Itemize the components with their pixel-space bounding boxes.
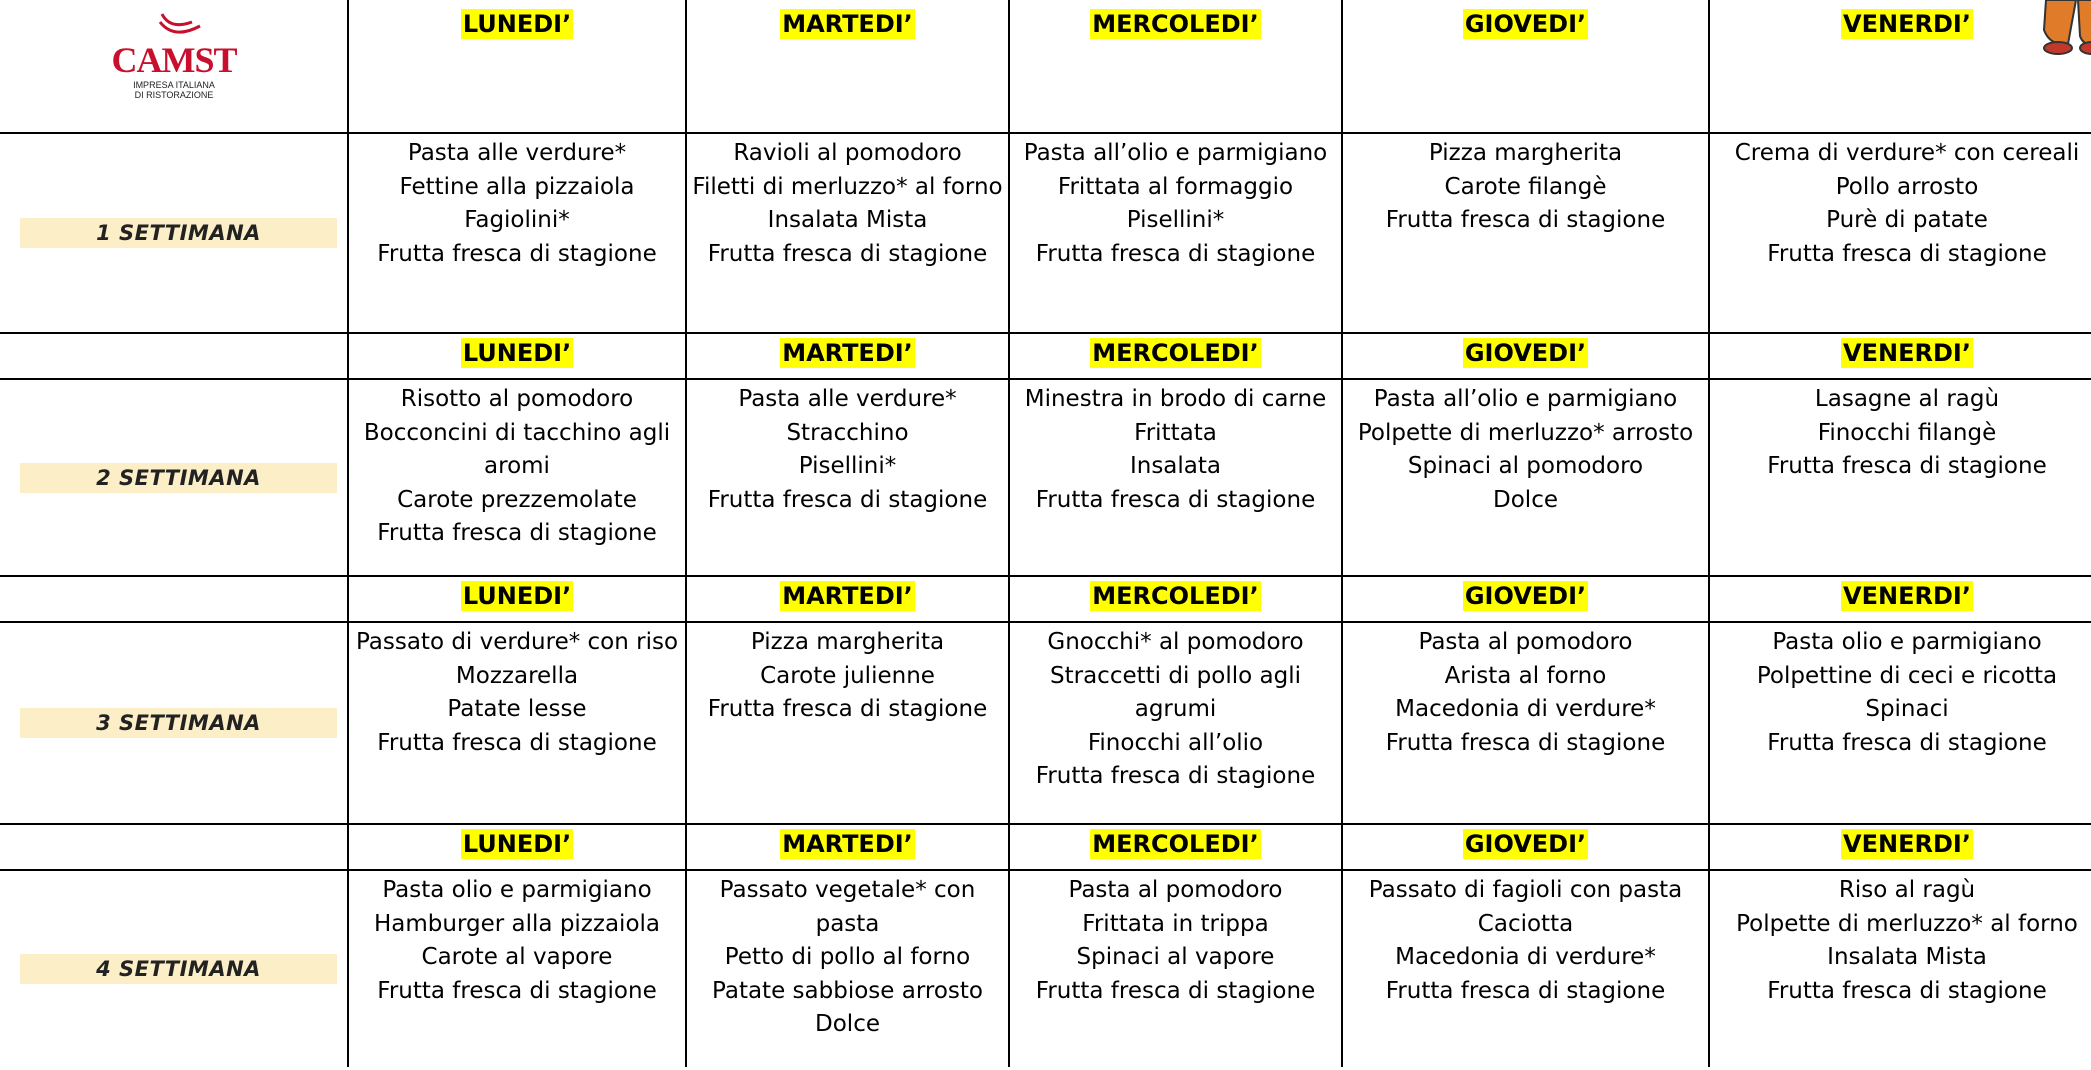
meal-cell <box>686 379 1009 576</box>
meal-item: Riso al ragù <box>1838 877 1976 903</box>
meal-item: Polpette di merluzzo* arrosto <box>1357 419 1694 446</box>
day-name: MARTEDI’ <box>782 339 913 367</box>
meal-item: Polpette di merluzzo* al forno <box>1736 910 2078 937</box>
day-header-cell <box>1009 576 1342 622</box>
meal-cell <box>1342 870 1709 1067</box>
meal-item: Pisellini* <box>1126 207 1225 233</box>
meal-item: Frutta fresca di stagione <box>377 520 657 546</box>
day-name: MERCOLEDI’ <box>1092 582 1259 610</box>
week-header-row <box>0 576 2091 622</box>
meal-item: Frittata al formaggio <box>1057 173 1294 200</box>
meal-item: Pisellini* <box>798 453 897 479</box>
day-header-cell <box>1009 0 1342 133</box>
meal-item: Filetti di merluzzo* al forno <box>692 173 1003 200</box>
mascot-illustration <box>2016 0 2091 60</box>
meal-item: Ravioli al pomodoro <box>733 140 962 166</box>
day-header-cell <box>1009 824 1342 870</box>
meal-item: Pasta alle verdure* <box>738 386 957 412</box>
week-meals-row <box>0 133 2091 333</box>
meal-item: Lasagne al ragù <box>1814 386 2000 412</box>
meal-item: Frutta fresca di stagione <box>1035 240 1316 267</box>
meal-item: Frutta fresca di stagione <box>1767 240 2047 267</box>
meal-item: Carote julienne <box>760 662 935 689</box>
meal-item: Spinaci <box>1865 696 1949 722</box>
meal-cell <box>348 379 686 576</box>
week-label: 4 SETTIMANA <box>20 954 337 984</box>
day-header-cell <box>1709 824 2091 870</box>
week-header-row <box>0 333 2091 379</box>
day-name: LUNEDI’ <box>462 830 572 858</box>
week-label-cell <box>0 622 348 824</box>
meal-item: Fagiolini* <box>464 207 570 233</box>
meal-item: Frittata <box>1134 419 1217 446</box>
meal-item: Frutta fresca di stagione <box>707 696 988 722</box>
meal-item: Frutta fresca di stagione <box>1767 729 2047 756</box>
week-meals-row <box>0 870 2091 1067</box>
week-meals-row <box>0 379 2091 576</box>
day-header-cell <box>348 576 686 622</box>
day-header-cell <box>348 824 686 870</box>
meal-item: Frutta fresca di stagione <box>377 240 657 267</box>
meal-item: Pasta all’olio e parmigiano <box>1373 386 1678 412</box>
meal-item: Frutta fresca di stagione <box>1035 486 1316 513</box>
meal-item: Polpettine di ceci e ricotta <box>1756 662 2058 689</box>
meal-cell <box>1009 133 1342 333</box>
meal-item: Stracchino <box>786 419 909 446</box>
meal-item: Frutta fresca di stagione <box>1035 977 1316 1004</box>
meal-cell <box>1342 379 1709 576</box>
meal-item: Frittata in trippa <box>1082 910 1269 937</box>
meal-item: Insalata <box>1129 453 1222 479</box>
day-name: MERCOLEDI’ <box>1092 339 1259 367</box>
meal-item: Pizza margherita <box>1428 140 1623 166</box>
week-meals-row <box>0 622 2091 824</box>
blank-cell <box>0 333 348 379</box>
meal-item: Finocchi all’olio <box>1087 729 1264 756</box>
meal-item: Frutta fresca di stagione <box>707 486 988 513</box>
meal-item: Frutta fresca di stagione <box>377 729 657 756</box>
day-name: LUNEDI’ <box>462 339 572 367</box>
meal-item: Pizza margherita <box>750 629 945 655</box>
day-name: VENERDI’ <box>1843 830 1971 858</box>
meal-item: Macedonia di verdure* <box>1395 696 1656 722</box>
logo-cell <box>0 0 348 133</box>
week-label-cell <box>0 870 348 1067</box>
meal-cell <box>1009 379 1342 576</box>
meal-cell <box>348 870 686 1067</box>
day-header-cell <box>1709 0 2091 133</box>
week-label-cell <box>0 379 348 576</box>
meal-item: Pasta olio e parmigiano <box>382 877 652 903</box>
meal-item: Arista al forno <box>1444 662 1607 689</box>
meal-cell <box>1709 133 2091 333</box>
meal-cell <box>1709 870 2091 1067</box>
meal-item: Spinaci al pomodoro <box>1407 453 1644 479</box>
meal-item: Carote filangè <box>1444 173 1607 200</box>
day-name: GIOVEDI’ <box>1464 830 1587 858</box>
meal-item: Frutta fresca di stagione <box>1385 977 1666 1004</box>
meal-item: Dolce <box>1493 486 1558 513</box>
meal-cell <box>348 622 686 824</box>
day-name: MARTEDI’ <box>782 10 913 38</box>
meal-item: Pollo arrosto <box>1835 173 1979 200</box>
meal-cell <box>1709 379 2091 576</box>
day-name: GIOVEDI’ <box>1464 339 1587 367</box>
week-header-row <box>0 0 2091 133</box>
day-header-cell <box>686 0 1009 133</box>
meal-item: Risotto al pomodoro <box>400 386 634 412</box>
day-name: LUNEDI’ <box>462 10 572 38</box>
blank-cell <box>0 824 348 870</box>
week-label: 1 SETTIMANA <box>20 218 337 248</box>
meal-item: Pasta olio e parmigiano <box>1772 629 2042 655</box>
week-label: 2 SETTIMANA <box>20 463 337 493</box>
meal-cell <box>1342 133 1709 333</box>
meal-item: Carote prezzemolate <box>397 486 637 513</box>
day-header-cell <box>1342 576 1709 622</box>
meal-item: Crema di verdure* con cereali <box>1734 140 2080 166</box>
logo-tagline-2: DI RISTORAZIONE <box>134 90 213 100</box>
meal-cell <box>1342 622 1709 824</box>
meal-cell <box>686 133 1009 333</box>
meal-item: Patate sabbiose arrosto <box>712 977 983 1004</box>
meal-cell <box>686 870 1009 1067</box>
week-label: 3 SETTIMANA <box>20 708 337 738</box>
day-header-cell <box>1342 333 1709 379</box>
meal-item: Frutta fresca di stagione <box>1035 763 1316 789</box>
meal-item: Fettine alla pizzaiola <box>399 173 635 200</box>
camst-logo <box>104 8 244 108</box>
meal-cell <box>686 622 1009 824</box>
meal-item: Caciotta <box>1477 910 1574 937</box>
meal-item: Straccetti di pollo agli agrumi <box>1050 662 1301 722</box>
day-header-cell <box>1342 824 1709 870</box>
meal-item: Carote al vapore <box>421 944 613 970</box>
meal-item: Mozzarella <box>455 662 579 689</box>
meal-item: Finocchi filangè <box>1817 419 1997 446</box>
meal-item: Pasta all’olio e parmigiano <box>1023 140 1328 166</box>
day-header-cell <box>686 576 1009 622</box>
meal-item: Frutta fresca di stagione <box>707 240 988 267</box>
day-name: GIOVEDI’ <box>1464 10 1587 38</box>
meal-item: Bocconcini di tacchino agli aromi <box>363 419 671 479</box>
meal-item: Insalata Mista <box>767 207 928 233</box>
blank-cell <box>0 576 348 622</box>
day-name: MARTEDI’ <box>782 830 913 858</box>
logo-tagline-1: IMPRESA ITALIANA <box>132 80 215 90</box>
day-name: GIOVEDI’ <box>1464 582 1587 610</box>
day-header-cell <box>686 333 1009 379</box>
day-name: LUNEDI’ <box>462 582 572 610</box>
day-header-cell <box>1009 333 1342 379</box>
meal-cell <box>1709 622 2091 824</box>
day-name: MARTEDI’ <box>782 582 913 610</box>
meal-item: Frutta fresca di stagione <box>1385 729 1666 756</box>
meal-item: Pasta alle verdure* <box>407 140 627 166</box>
meal-item: Frutta fresca di stagione <box>377 977 657 1004</box>
meal-item: Passato vegetale* con pasta <box>719 877 976 937</box>
week-header-row <box>0 824 2091 870</box>
week-label-cell <box>0 133 348 333</box>
meal-item: Frutta fresca di stagione <box>1767 453 2047 479</box>
day-name: MERCOLEDI’ <box>1092 830 1259 858</box>
day-name: VENERDI’ <box>1843 10 1971 38</box>
meal-item: Minestra in brodo di carne <box>1024 386 1327 412</box>
day-header-cell <box>1709 576 2091 622</box>
meal-item: Purè di patate <box>1826 207 1988 233</box>
meal-cell <box>1009 622 1342 824</box>
day-header-cell <box>348 333 686 379</box>
meal-item: Frutta fresca di stagione <box>1767 977 2047 1004</box>
meal-item: Patate lesse <box>447 696 587 722</box>
meal-item: Petto di pollo al forno <box>724 944 971 970</box>
day-header-cell <box>686 824 1009 870</box>
meal-item: Frutta fresca di stagione <box>1385 207 1666 233</box>
day-header-cell <box>348 0 686 133</box>
day-header-cell <box>1342 0 1709 133</box>
meal-item: Passato di verdure* con riso <box>355 629 679 655</box>
logo-brand: CAMST <box>110 40 237 80</box>
meal-item: Insalata Mista <box>1827 944 1987 970</box>
meal-item: Spinaci al vapore <box>1076 944 1275 970</box>
meal-item: Dolce <box>815 1011 880 1037</box>
day-name: MERCOLEDI’ <box>1092 10 1259 38</box>
day-name: VENERDI’ <box>1843 582 1971 610</box>
meal-cell <box>1009 870 1342 1067</box>
meal-item: Passato di fagioli con pasta <box>1368 877 1683 903</box>
day-header-cell <box>1709 333 2091 379</box>
day-name: VENERDI’ <box>1843 339 1971 367</box>
meal-item: Hamburger alla pizzaiola <box>374 910 660 937</box>
meal-item: Gnocchi* al pomodoro <box>1047 629 1304 655</box>
meal-item: Macedonia di verdure* <box>1395 944 1656 970</box>
meal-item: Pasta al pomodoro <box>1418 629 1633 655</box>
meal-item: Pasta al pomodoro <box>1068 877 1283 903</box>
meal-cell <box>348 133 686 333</box>
